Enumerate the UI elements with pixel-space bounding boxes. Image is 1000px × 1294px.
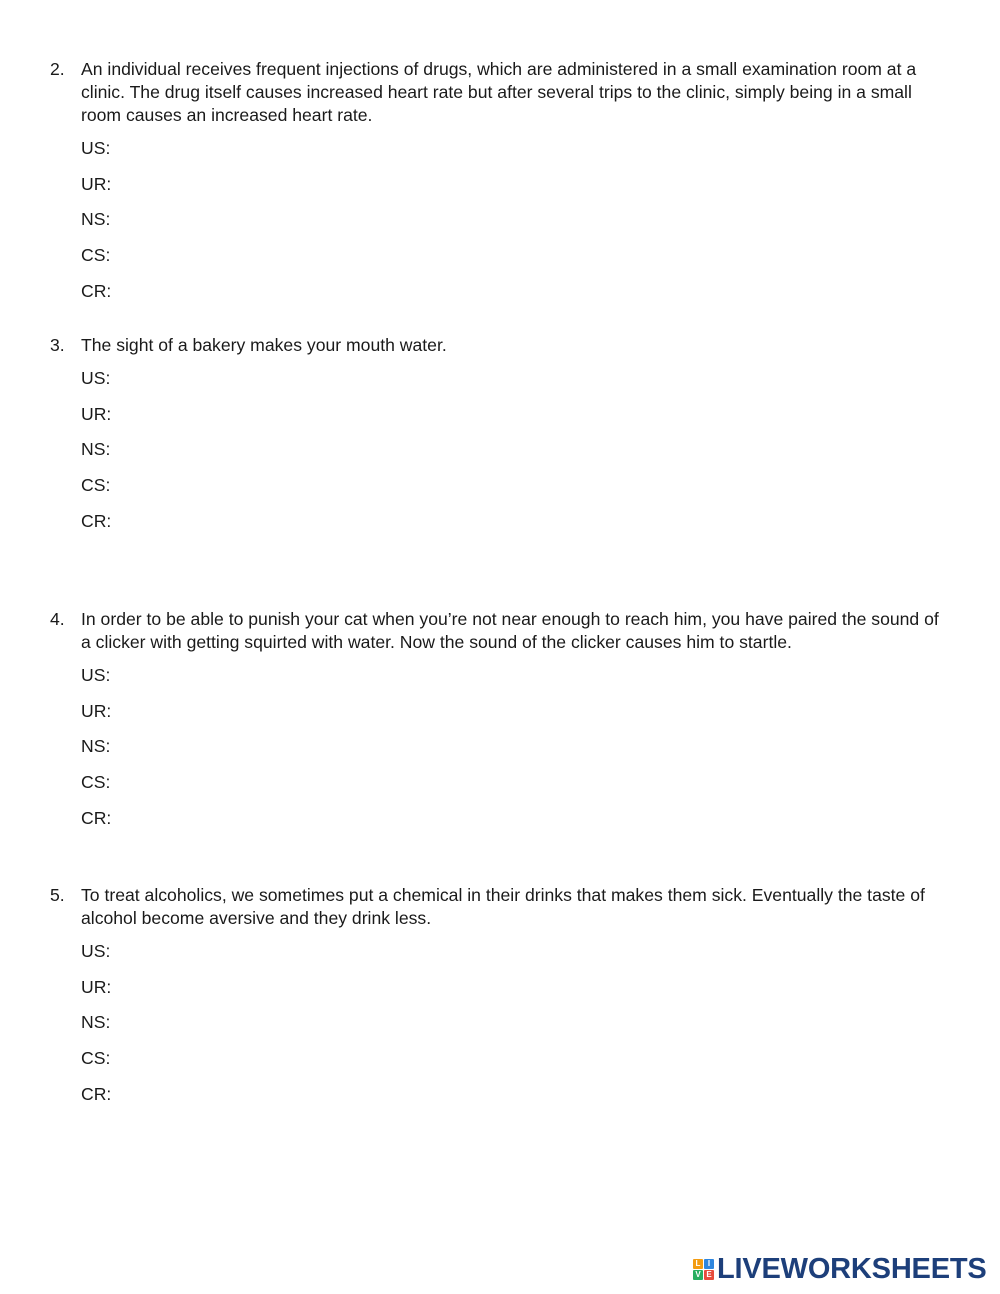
question-text: To treat alcoholics, we sometimes put a chemical in their drinks that makes them sick. Eventually the taste of alcohol become aversive and they drink less. — [81, 885, 925, 928]
question-header — [50, 58, 950, 127]
answer-list — [81, 367, 950, 545]
question-header — [50, 884, 950, 930]
question-number: 5. — [50, 885, 65, 905]
answer-cr: CR: — [81, 807, 112, 828]
answer-cs: CS: — [81, 1048, 111, 1069]
answer-ur: UR: — [81, 976, 112, 997]
answer-us: US: — [81, 941, 111, 961]
question-header — [50, 334, 950, 357]
answer-cs: CS: — [81, 245, 111, 266]
question-4 — [50, 608, 950, 842]
question-text: In order to be able to punish your cat when you’re not near enough to reach him, you have paired the sound of a clicker with getting squirted with water. Now the sound of the clicker causes him to startle. — [81, 609, 939, 652]
answer-list — [81, 664, 950, 842]
question-number: 4. — [50, 609, 65, 629]
question-text: An individual receives frequent injections of drugs, which are administered in a small examination room at a clinic. The drug itself causes increased heart rate but after several trips to the clinic, simply being in a small room causes an increased heart rate. — [81, 59, 917, 125]
answer-list — [81, 137, 950, 315]
liveworksheets-logo — [693, 1254, 987, 1284]
question-2 — [50, 58, 950, 315]
logo-cell: V — [693, 1270, 703, 1280]
answer-ns: NS: — [81, 1012, 111, 1033]
logo-cell: L — [693, 1259, 703, 1269]
answer-ur: UR: — [81, 403, 112, 424]
answer-us: US: — [81, 368, 111, 388]
question-header — [50, 608, 950, 654]
answer-us: US: — [81, 138, 111, 158]
answer-ns: NS: — [81, 736, 111, 757]
question-text: The sight of a bakery makes your mouth water. — [81, 335, 447, 355]
answer-ur: UR: — [81, 173, 112, 194]
answer-ns: NS: — [81, 209, 111, 230]
answer-us: US: — [81, 665, 111, 685]
answer-cs: CS: — [81, 772, 111, 793]
question-number: 3. — [50, 335, 65, 355]
logo-cell: E — [704, 1270, 714, 1280]
logo-text: LIVEWORKSHEETS — [717, 1253, 987, 1285]
answer-cr: CR: — [81, 280, 112, 301]
answer-ns: NS: — [81, 439, 111, 460]
question-5 — [50, 884, 950, 1118]
answer-cs: CS: — [81, 475, 111, 496]
answer-cr: CR: — [81, 1083, 112, 1104]
answer-cr: CR: — [81, 510, 112, 531]
answer-list — [81, 940, 950, 1118]
question-number: 2. — [50, 59, 65, 79]
answer-ur: UR: — [81, 700, 112, 721]
logo-mark-icon — [693, 1259, 714, 1280]
logo-cell: I — [704, 1259, 714, 1269]
question-3 — [50, 334, 950, 545]
